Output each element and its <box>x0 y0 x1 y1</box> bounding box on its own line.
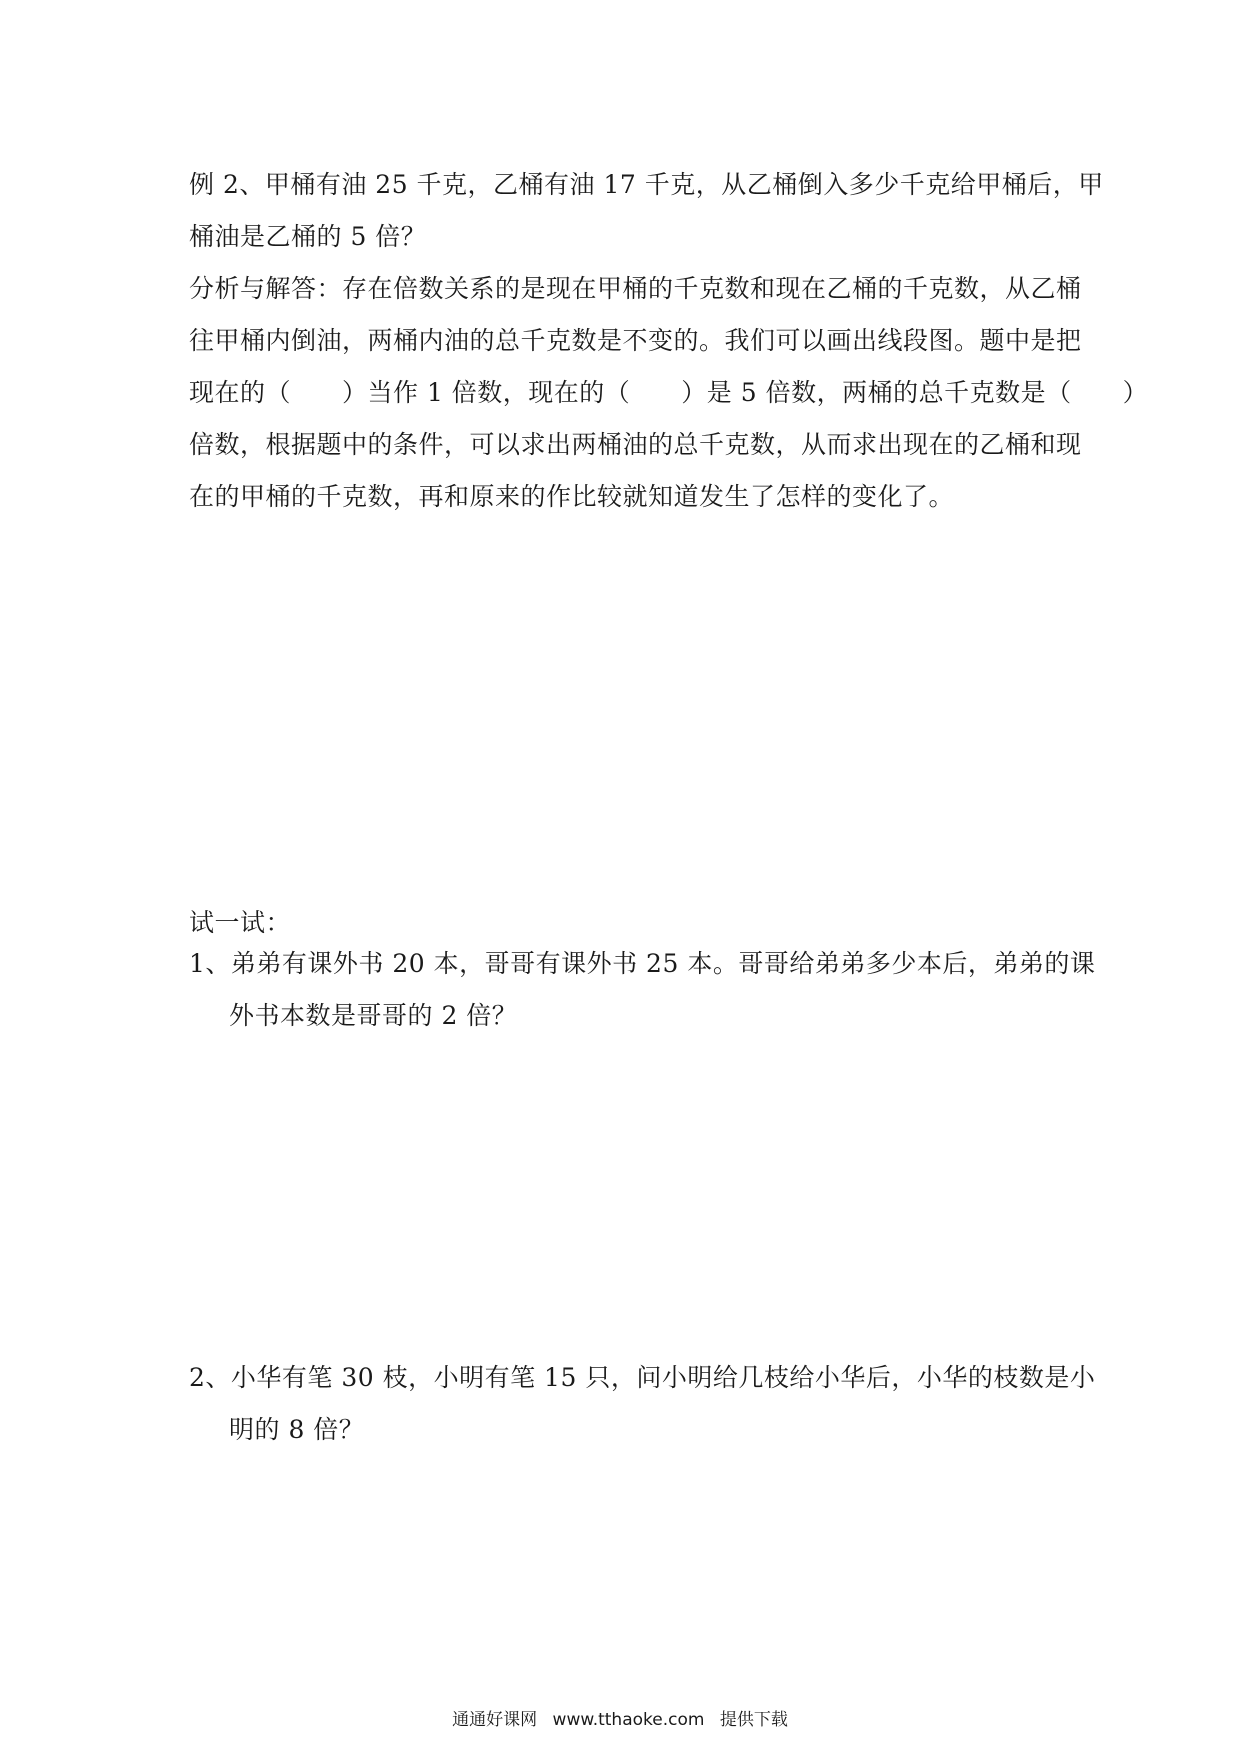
problem-1-line-1: 1、弟弟有课外书 20 本，哥哥有课外书 25 本。哥哥给弟弟多少本后，弟弟的课 <box>189 949 1096 978</box>
footer-url: www.tthaoke.com <box>552 1710 705 1730</box>
example-2-section <box>189 159 1149 523</box>
example-question-line-2: 桶油是乙桶的 5 倍？ <box>189 222 427 251</box>
footer-tagline: 提供下载 <box>719 1710 788 1730</box>
problem-2-line-1: 2、小华有笔 30 枝，小明有笔 15 只，问小明给几枝给小华后，小华的枝数是小 <box>189 1363 1096 1392</box>
problem-2-line-2: 明的 8 倍？ <box>229 1415 365 1444</box>
analysis-line-4: 倍数，根据题中的条件，可以求出两桶油的总千克数，从而求出现在的乙桶和现 <box>189 430 1082 459</box>
footer-site-name: 通通好课网 <box>452 1710 538 1730</box>
analysis-line-1: 分析与解答：存在倍数关系的是现在甲桶的千克数和现在乙桶的千克数，从乙桶 <box>189 274 1082 303</box>
analysis-line-5: 在的甲桶的千克数，再和原来的作比较就知道发生了怎样的变化了。 <box>189 482 955 511</box>
practice-problem-2 <box>189 1352 1096 1456</box>
practice-heading: 试一试： <box>189 908 292 937</box>
example-question-line-1: 例 2、甲桶有油 25 千克，乙桶有油 17 千克，从乙桶倒入多少千克给甲桶后，甲 <box>189 170 1104 199</box>
analysis-line-2: 往甲桶内倒油，两桶内油的总千克数是不变的。我们可以画出线段图。题中是把 <box>189 326 1082 355</box>
practice-problem-1 <box>189 938 1096 1042</box>
analysis-line-3: 现在的（ ）当作 1 倍数，现在的（ ）是 5 倍数，两桶的总千克数是（ ） <box>189 378 1149 407</box>
page-footer <box>0 1705 1240 1730</box>
problem-1-line-2: 外书本数是哥哥的 2 倍？ <box>229 1001 518 1030</box>
